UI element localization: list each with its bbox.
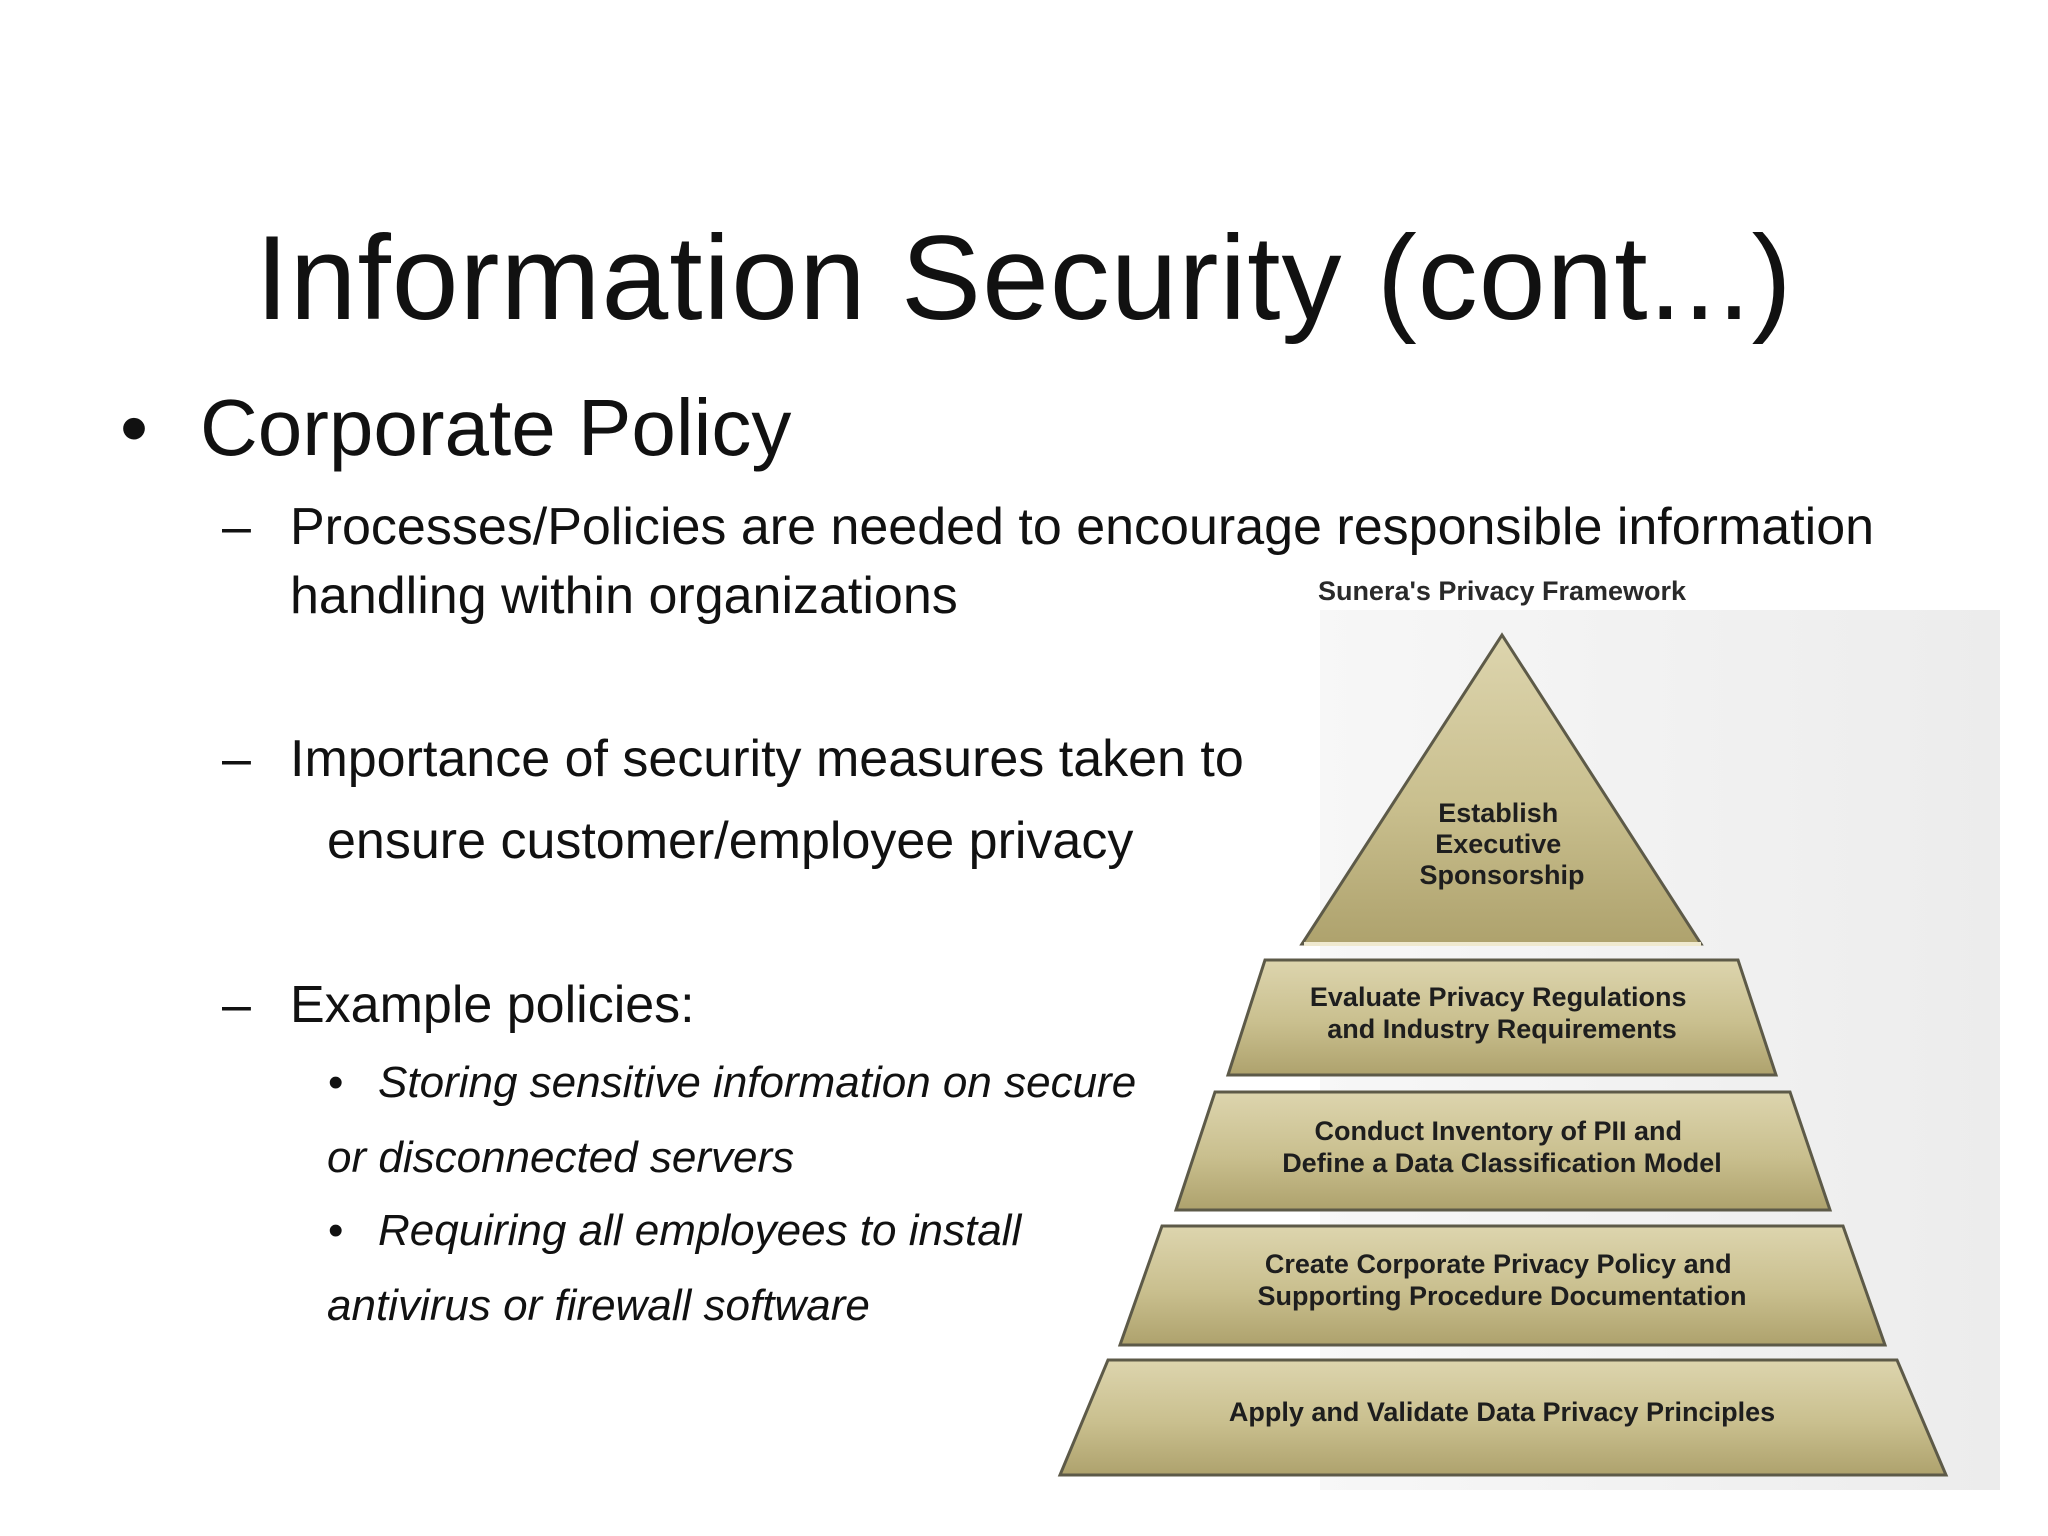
framework-title: Sunera's Privacy Framework bbox=[1317, 576, 1687, 606]
pyramid-tier-2-line-1: Evaluate Privacy Regulations bbox=[1309, 982, 1687, 1012]
pyramid-tier-1-label bbox=[1419, 798, 1584, 890]
example-1-line-1: Storing sensitive information on secure bbox=[378, 1058, 1137, 1107]
privacy-framework-pyramid bbox=[990, 570, 2020, 1490]
example-2-line-1: Requiring all employees to install bbox=[378, 1206, 1022, 1255]
main-bullet-text: Corporate Policy bbox=[200, 383, 792, 472]
pyramid-tier-2-line-2: and Industry Requirements bbox=[1327, 1014, 1677, 1044]
sub-point-3-line-1: Example policies: bbox=[290, 976, 695, 1034]
pyramid-tier-4-line-2: Supporting Procedure Documentation bbox=[1257, 1281, 1747, 1311]
pyramid-tier-1-line-2: Executive bbox=[1435, 829, 1562, 859]
dash-marker: – bbox=[222, 730, 251, 788]
pyramid-tier-5-line-1: Apply and Validate Data Privacy Principles bbox=[1228, 1397, 1776, 1427]
pyramid-tier-3-line-2: Define a Data Classification Model bbox=[1282, 1148, 1722, 1178]
slide-title: Information Security (cont...) bbox=[255, 211, 1793, 346]
example-bullet-marker: • bbox=[328, 1058, 344, 1107]
pyramid-tier-4-line-1: Create Corporate Privacy Policy and bbox=[1264, 1249, 1732, 1279]
sub-point-1-line-2: handling within organizations bbox=[290, 567, 958, 625]
dash-marker: – bbox=[222, 498, 251, 556]
sub-point-2-line-1: Importance of security measures taken to bbox=[290, 730, 1244, 788]
sub-point-1-line-1: Processes/Policies are needed to encourage responsible information bbox=[290, 498, 1875, 556]
bullet-marker: • bbox=[120, 383, 149, 472]
pyramid-tier-1-line-1: Establish bbox=[1438, 798, 1559, 828]
example-bullet-marker: • bbox=[328, 1206, 344, 1255]
pyramid-tier-1-line-3: Sponsorship bbox=[1419, 860, 1585, 890]
pyramid-tier-5-label bbox=[1229, 1397, 1775, 1427]
example-1-line-2: or disconnected servers bbox=[327, 1133, 795, 1182]
example-2-line-2: antivirus or firewall software bbox=[327, 1281, 870, 1330]
sub-point-2-line-2: ensure customer/employee privacy bbox=[327, 812, 1134, 870]
dash-marker: – bbox=[222, 976, 251, 1034]
pyramid-tier-3-line-1: Conduct Inventory of PII and bbox=[1314, 1116, 1682, 1146]
